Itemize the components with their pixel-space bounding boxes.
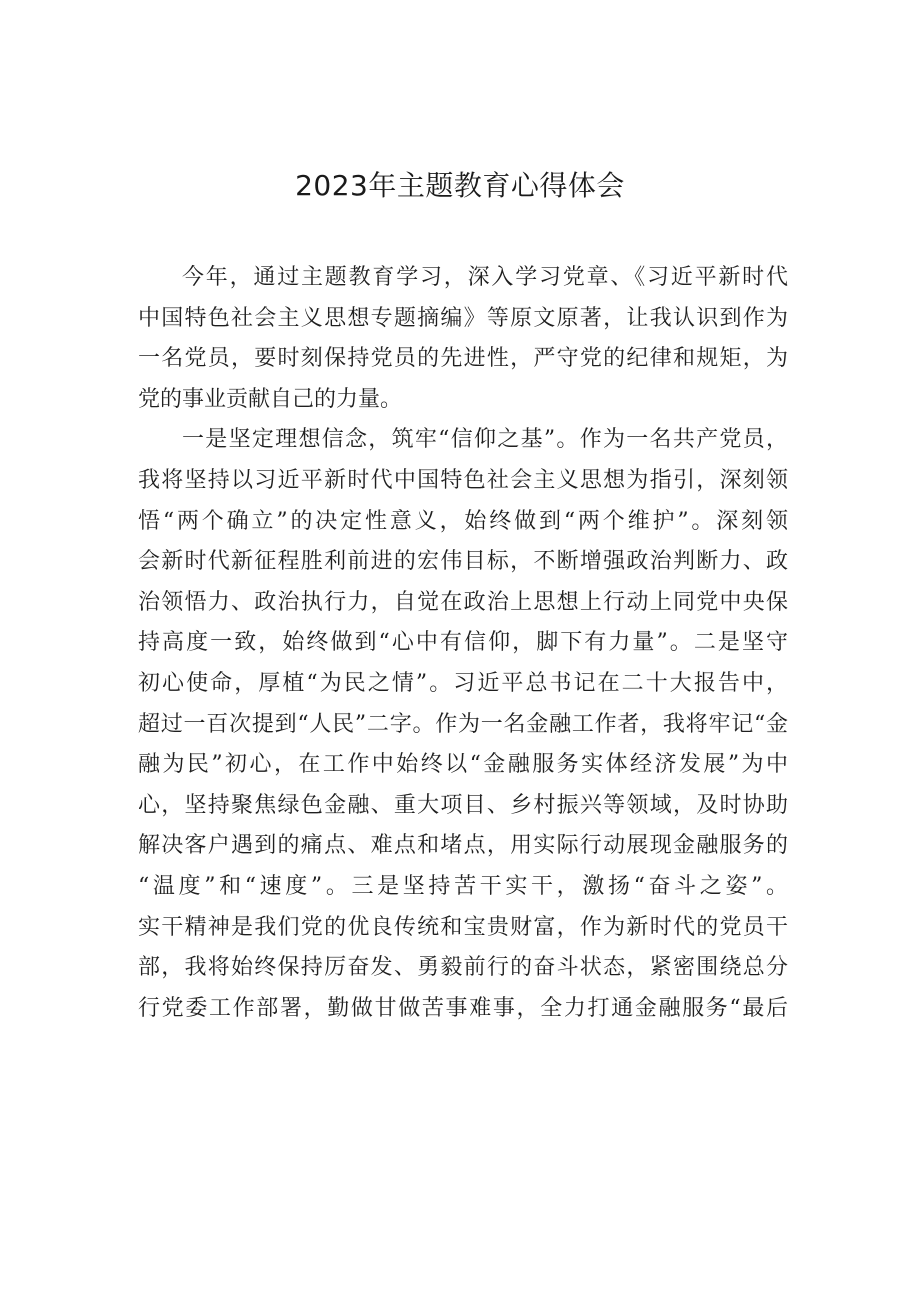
paragraph-1-line: 今年，通过主题教育学习，深入学习党章、《习近平新时代 [182,265,788,290]
paragraph-2-line: 解决客户遇到的痛点、难点和堵点，用实际行动展现金融服务的 [138,833,788,859]
paragraph-2-line: 超过一百次提到“人民”二字。作为一名金融工作者，我将牢记“金 [138,711,788,737]
paragraph-2-line: 治领悟力、政治执行力，自觉在政治上思想上行动上同党中央保 [138,589,788,615]
paragraph-2-line: 初心使命，厚植“为民之情”。习近平总书记在二十大报告中， [138,670,788,696]
paragraph-2-line: 会新时代新征程胜利前进的宏伟目标，不断增强政治判断力、政 [138,549,788,575]
paragraph-2-line: 一是坚定理想信念，筑牢“信仰之基”。作为一名共产党员， [182,427,788,453]
paragraph-2-line: 融为民”初心，在工作中始终以“金融服务实体经济发展”为中 [138,752,788,778]
paragraph-1-line: 一名党员，要时刻保持党员的先进性，严守党的纪律和规矩，为 [138,346,788,372]
paragraph-2-line: “温度”和“速度”。三是坚持苦干实干，激扬“奋斗之姿”。 [138,873,788,899]
document-title: 2023年主题教育心得体会 [295,169,625,202]
paragraph-2-line: 实干精神是我们党的优良传统和宝贵财富，作为新时代的党员干 [138,914,788,940]
paragraph-1-line: 党的事业贡献自己的力量。 [138,386,403,412]
paragraph-2-line: 心，坚持聚焦绿色金融、重大项目、乡村振兴等领域，及时协助 [138,792,788,818]
document-body [138,258,788,1029]
paragraph-2-line: 持高度一致，始终做到“心中有信仰，脚下有力量”。二是坚守 [138,630,788,656]
paragraph-2-line: 行党委工作部署，勤做甘做苦事难事，全力打通金融服务“最后 [138,995,788,1021]
paragraph-1-line: 中国特色社会主义思想专题摘编》等原文原著，让我认识到作为 [138,305,788,331]
paragraph-2-line: 悟“两个确立”的决定性意义，始终做到“两个维护”。深刻领 [138,508,788,534]
paragraph-2-line: 我将坚持以习近平新时代中国特色社会主义思想为指引，深刻领 [138,467,788,493]
paragraph-2-line: 部，我将始终保持厉奋发、勇毅前行的奋斗状态，紧密围绕总分 [138,955,788,981]
